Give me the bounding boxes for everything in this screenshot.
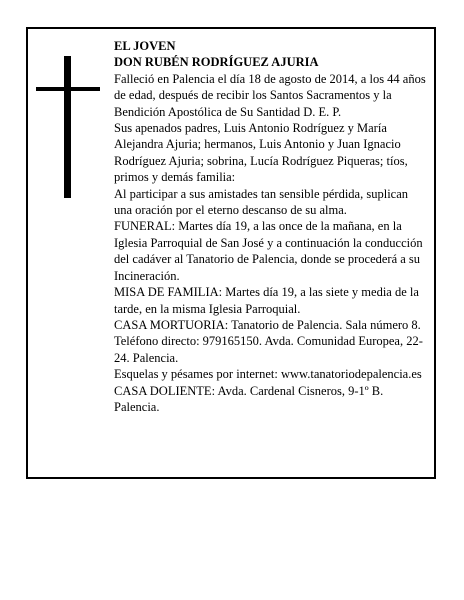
cross-horizontal-bar xyxy=(36,87,100,91)
mourning-house-address: CASA DOLIENTE: Avda. Cardenal Cisneros, 9-1º B. Palencia. xyxy=(114,383,384,414)
family-mass-details: MISA DE FAMILIA: Martes día 19, a las siete y media de la tarde, en la misma Iglesia Parroquial. xyxy=(114,285,419,316)
cross-vertical-bar xyxy=(64,56,71,198)
notice-text xyxy=(114,38,426,415)
heading-line-1: EL JOVEN xyxy=(114,39,176,53)
deceased-name: DON RUBÉN RODRÍGUEZ AJURIA xyxy=(114,55,319,70)
death-announcement: Falleció en Palencia el día 18 de agosto de 2014, a los 44 años de edad, después de recibir los Santos Sacramentos y la Bendición Apostólica de Su Santidad D. E. P. xyxy=(114,71,426,119)
online-condolences: Esquelas y pésames por internet: www.tanatoriodepalencia.es xyxy=(114,367,422,382)
funeral-details: FUNERAL: Martes día 19, a las once de la mañana, en la Iglesia Parroquial de San José y a continuación la conducción del cadáver al Tanatorio de Palencia, donde se procederá a su Incineración. xyxy=(114,219,423,283)
family-list: Sus apenados padres, Luis Antonio Rodríguez y María Alejandra Ajuria; hermanos, Luis Antonio y Juan Ignacio Rodríguez Ajuria; sobrina, Lucía Rodríguez Piqueras; tíos, primos y demás familia: xyxy=(114,121,408,185)
mortuary-details: CASA MORTUORIA: Tanatorio de Palencia. Sala número 8. Teléfono directo: 979165150. Avda. Comunidad Europea, 22-24. Palencia. xyxy=(114,317,423,365)
cross-icon xyxy=(36,56,100,198)
prayer-request: Al participar a sus amistades tan sensible pérdida, suplican una oración por el eterno descanso de su alma. xyxy=(114,186,409,218)
